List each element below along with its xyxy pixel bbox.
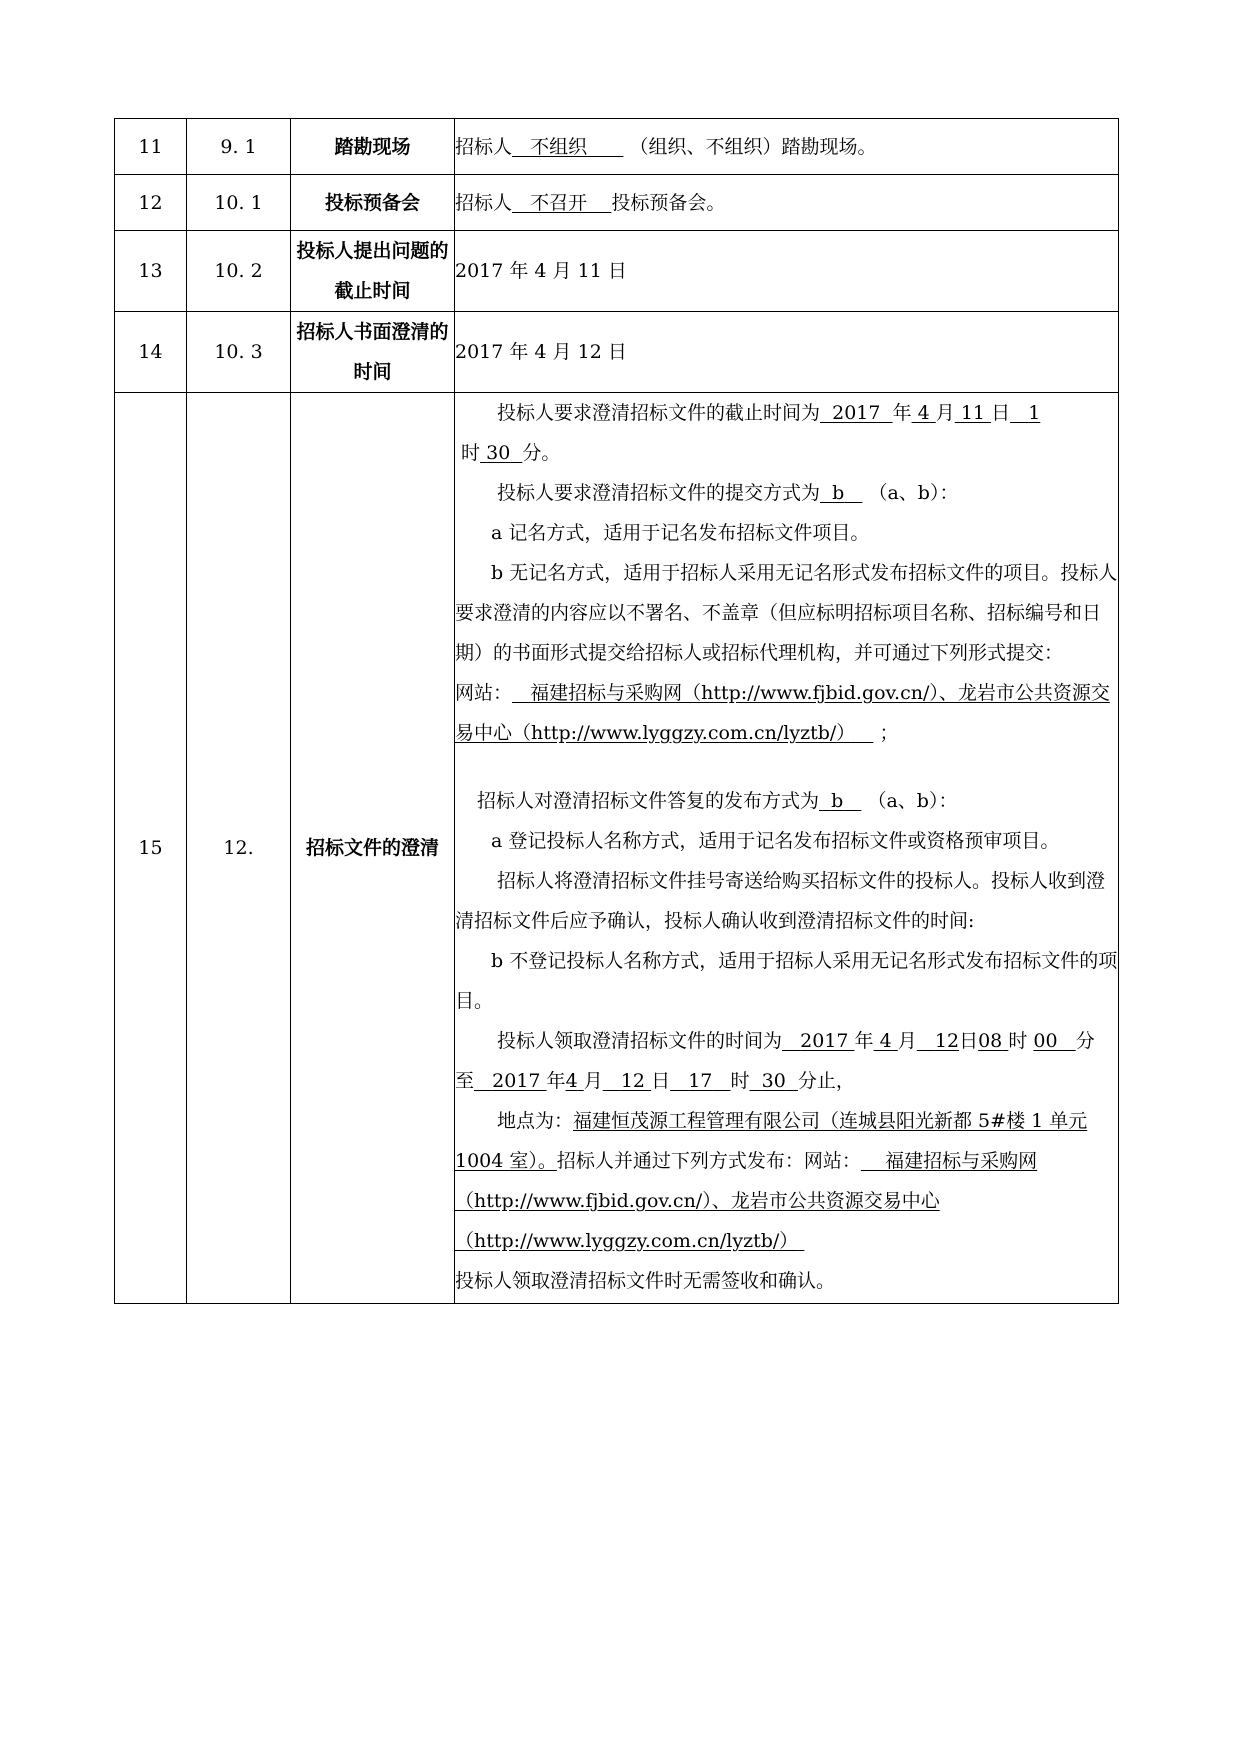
bid-data-table xyxy=(114,118,1119,1304)
clause-number: 9. 1 xyxy=(187,119,291,175)
paragraph: 投标人要求澄清招标文件的提交方式为 b （a、b）： xyxy=(497,482,959,504)
paragraph: 投标人领取澄清招标文件时无需签收和确认。 xyxy=(455,1270,836,1292)
address: 福建恒茂源工程管理有限公司（连城县阳光新都 5#楼 1 单元 1004 室）。 xyxy=(455,1110,1088,1172)
table-row xyxy=(115,312,1119,393)
paragraph: a 记名方式，适用于记名发布招标文件项目。 xyxy=(491,522,870,544)
table-row xyxy=(115,175,1119,231)
item-content xyxy=(455,119,1119,175)
table-row xyxy=(115,119,1119,175)
paragraph: 时 30 分。 xyxy=(461,442,561,464)
content-text: 投标预备会。 xyxy=(611,191,726,214)
row-number: 12 xyxy=(115,175,187,231)
underlined-value: 不召开 xyxy=(530,191,588,214)
item-content: 2017 年 4 月 12 日 xyxy=(455,312,1119,393)
content-text: 招标人 xyxy=(455,191,513,214)
paragraph: 网站： 福建招标与采购网（http://www.fjbid.gov.cn/）、龙岩市公共资源交易中心（http://www.lyggzy.com.cn/lyztb/） ； xyxy=(455,682,1110,744)
paragraph: 招标人将澄清招标文件挂号寄送给购买招标文件的投标人。投标人收到澄清招标文件后应予确认，投标人确认收到澄清招标文件的时间: xyxy=(455,870,1106,932)
paragraph: a 登记投标人名称方式，适用于记名发布招标文件或资格预审项目。 xyxy=(491,830,1060,852)
clause-number: 10. 2 xyxy=(187,231,291,312)
clause-number: 10. 3 xyxy=(187,312,291,393)
item-name: 投标人提出问题的截止时间 xyxy=(291,231,455,312)
paragraph: 投标人要求澄清招标文件的截止时间为 2017 年 4 月 11 日 1 xyxy=(497,402,1041,424)
website-link[interactable]: 福建招标与采购网（http://www.fjbid.gov.cn/）、龙岩市公共资源交易中心（http://www.lyggzy.com.cn/lyztb/） xyxy=(455,682,1110,744)
table-row xyxy=(115,393,1119,1304)
content-text: （组织、不组织）踏勘现场。 xyxy=(629,135,877,158)
paragraph: 地点为：福建恒茂源工程管理有限公司（连城县阳光新都 5#楼 1 单元 1004 室）。招标人并通过下列方式发布：网站： 福建招标与采购网（http://www.fjbid.gov.cn/）、龙岩市公共资源交易中心（http://www.lyggzy.com.cn/lyztb/） xyxy=(455,1110,1088,1252)
item-name: 投标预备会 xyxy=(291,175,455,231)
item-name: 招标人书面澄清的时间 xyxy=(291,312,455,393)
underlined-value: 不组织 xyxy=(530,135,588,158)
paragraph: b 无记名方式，适用于招标人采用无记名形式发布招标文件的项目。投标人要求澄清的内容应以不署名、不盖章（但应标明招标项目名称、招标编号和日期）的书面形式提交给招标人或招标代理机构，并可通过下列形式提交： xyxy=(455,562,1118,664)
paragraph: b 不登记投标人名称方式，适用于招标人采用无记名形式发布招标文件的项目。 xyxy=(455,950,1118,1012)
item-content: 2017 年 4 月 11 日 xyxy=(455,231,1119,312)
item-name: 招标文件的澄清 xyxy=(291,393,455,1304)
clause-number: 10. 1 xyxy=(187,175,291,231)
table-row xyxy=(115,231,1119,312)
row-number: 13 xyxy=(115,231,187,312)
row-number: 11 xyxy=(115,119,187,175)
paragraph: 招标人对澄清招标文件答复的发布方式为 b （a、b）： xyxy=(477,790,958,812)
item-name: 踏勘现场 xyxy=(291,119,455,175)
content-text: 招标人 xyxy=(455,135,513,158)
website-link[interactable]: 福建招标与采购网（http://www.fjbid.gov.cn/）、龙岩市公共资源交易中心（http://www.lyggzy.com.cn/lyztb/） xyxy=(455,1150,1038,1252)
paragraph: 投标人领取澄清招标文件的时间为 2017 年 4 月 12日08 时 00 分至 2017 年4 月 12 日 17 时 30 分止， xyxy=(455,1030,1095,1092)
item-content xyxy=(455,175,1119,231)
clause-number: 12. xyxy=(187,393,291,1304)
item-content xyxy=(455,393,1119,1304)
row-number: 15 xyxy=(115,393,187,1304)
row-number: 14 xyxy=(115,312,187,393)
